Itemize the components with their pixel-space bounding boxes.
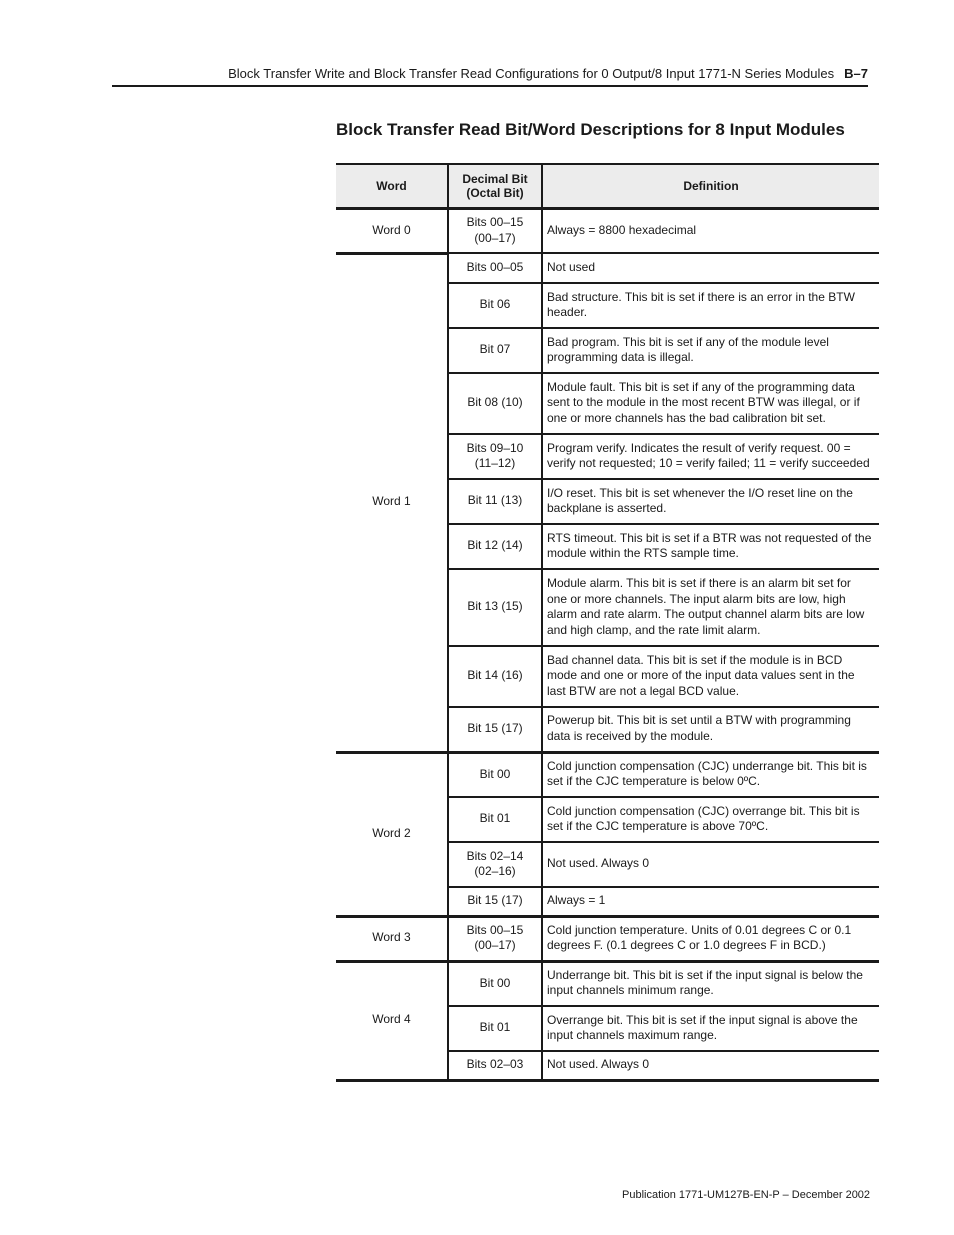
definition-cell: Cold junction compensation (CJC) overrange bit. This bit is set if the CJC temperature is above 70ºC. — [542, 797, 879, 842]
bit-cell: Bit 01 — [448, 1006, 542, 1051]
bit-line1: Bits 02–14 — [466, 848, 524, 863]
bit-line2: (02–16) — [474, 864, 516, 878]
definition-cell: Always = 1 — [542, 887, 879, 916]
bit-cell: Bit 13 (15) — [448, 569, 542, 646]
bit-line2: (11–12) — [474, 456, 516, 470]
bit-cell — [448, 842, 542, 887]
word-cell: Word 4 — [336, 961, 448, 1080]
bit-cell — [448, 209, 542, 254]
bit-cell: Bit 15 (17) — [448, 887, 542, 916]
definition-cell: Module alarm. This bit is set if there is an alarm bit set for one or more channels. The input alarm bits are low, high alarm and rate alarm. The output channel alarm bits are low and high clamp, and the rate limit alarm. — [542, 569, 879, 646]
bit-line1: Bits 09–10 — [466, 440, 524, 455]
bit-cell: Bit 11 (13) — [448, 479, 542, 524]
definition-cell: Module fault. This bit is set if any of the programming data sent to the module in the most recent BTW was illegal, or if one or more channels has the bad calibration bit set. — [542, 373, 879, 434]
running-header — [112, 66, 868, 82]
running-title: Block Transfer Write and Block Transfer Read Configurations for 0 Output/8 Input 1771-N Series Modules — [228, 66, 835, 81]
word-cell: Word 0 — [336, 209, 448, 254]
page-number: B–7 — [844, 66, 868, 81]
definition-cell: I/O reset. This bit is set whenever the I/O reset line on the backplane is asserted. — [542, 479, 879, 524]
col-header-bit-line2: (Octal Bit) — [466, 186, 524, 200]
bit-cell: Bit 15 (17) — [448, 707, 542, 752]
bit-cell: Bit 01 — [448, 797, 542, 842]
table-row — [336, 752, 879, 797]
bit-line2: (00–17) — [474, 938, 516, 952]
definition-cell: Underrange bit. This bit is set if the input signal is below the input channels minimum range. — [542, 961, 879, 1006]
word-cell: Word 3 — [336, 916, 448, 961]
definition-cell: Bad structure. This bit is set if there is an error in the BTW header. — [542, 283, 879, 328]
definition-cell: Powerup bit. This bit is set until a BTW with programming data is received by the module. — [542, 707, 879, 752]
bit-word-table — [336, 163, 879, 1082]
definition-cell: Bad program. This bit is set if any of the module level programming data is illegal. — [542, 328, 879, 373]
table-row — [336, 961, 879, 1006]
col-header-bit — [448, 164, 542, 209]
bit-line2: (00–17) — [474, 230, 516, 245]
bit-cell: Bits 02–03 — [448, 1051, 542, 1080]
bit-cell: Bit 12 (14) — [448, 524, 542, 569]
bit-line1: Bits 00–15 — [466, 922, 524, 937]
table-row — [336, 253, 879, 283]
definition-cell: RTS timeout. This bit is set if a BTR was not requested of the module within the RTS sample time. — [542, 524, 879, 569]
bit-cell: Bit 00 — [448, 752, 542, 797]
definition-cell: Not used. Always 0 — [542, 1051, 879, 1080]
bit-cell: Bit 00 — [448, 961, 542, 1006]
definition-cell: Program verify. Indicates the result of verify request. 00 = verify not requested; 10 = verify failed; 11 = verify succeeded — [542, 434, 879, 479]
table-row — [336, 209, 879, 254]
definition-cell: Cold junction compensation (CJC) underrange bit. This bit is set if the CJC temperature is below 0ºC. — [542, 752, 879, 797]
definition-cell: Not used. Always 0 — [542, 842, 879, 887]
bit-cell: Bit 06 — [448, 283, 542, 328]
col-header-definition: Definition — [542, 164, 879, 209]
table-header-row — [336, 164, 879, 209]
definition-cell: Cold junction temperature. Units of 0.01 degrees C or 0.1 degrees F. (0.1 degrees C or 1.0 degrees F in BCD.) — [542, 916, 879, 961]
bit-cell: Bit 08 (10) — [448, 373, 542, 434]
bit-line1: Bits 00–15 — [466, 215, 524, 229]
table-title: Block Transfer Read Bit/Word Descriptions for 8 Input Modules — [336, 120, 845, 139]
definition-cell: Overrange bit. This bit is set if the input signal is above the input channels maximum range. — [542, 1006, 879, 1051]
bit-cell: Bit 07 — [448, 328, 542, 373]
word-cell: Word 2 — [336, 752, 448, 916]
definition-cell: Always = 8800 hexadecimal — [542, 209, 879, 254]
table-row — [336, 916, 879, 961]
header-rule — [112, 85, 868, 87]
bit-cell: Bits 00–05 — [448, 253, 542, 283]
definition-cell: Not used — [542, 253, 879, 283]
bit-cell — [448, 916, 542, 961]
definition-cell: Bad channel data. This bit is set if the module is in BCD mode and one or more of the input data values sent in the last BTW are not a legal BCD value. — [542, 646, 879, 707]
bit-cell: Bit 14 (16) — [448, 646, 542, 707]
bit-cell — [448, 434, 542, 479]
col-header-word: Word — [336, 164, 448, 209]
col-header-bit-line1: Decimal Bit — [462, 172, 528, 186]
publication-footer: Publication 1771-UM127B-EN-P – December 2002 — [622, 1189, 871, 1201]
word-cell: Word 1 — [336, 253, 448, 752]
